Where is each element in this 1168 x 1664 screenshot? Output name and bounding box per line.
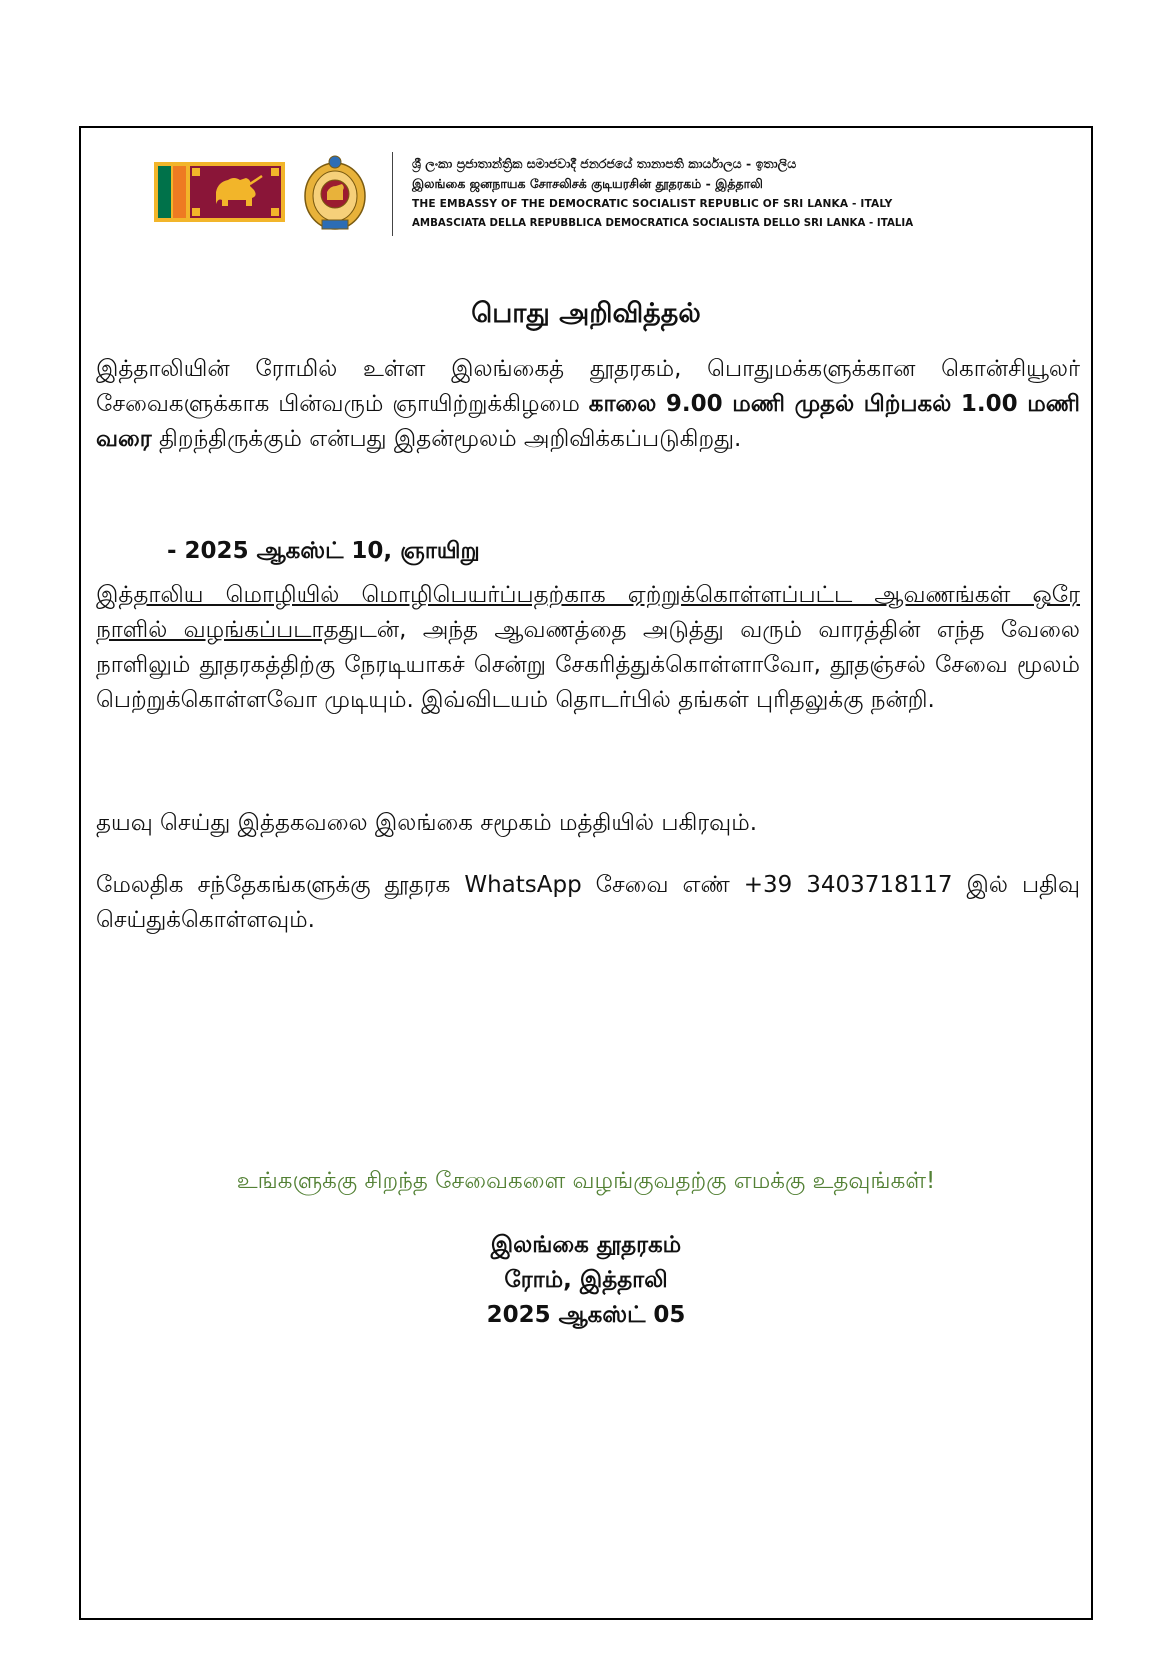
footer-thanks: உங்களுக்கு சிறந்த சேவைகளை வழங்குவதற்கு எமக்கு உதவுங்கள்! — [236, 1168, 936, 1194]
notice-paragraph-whatsapp: மேலதிக சந்தேகங்களுக்கு தூதரக WhatsApp சேவை எண் +39 3403718117 இல் பதிவு செய்துக்கொள்ளவும். — [96, 872, 1080, 933]
signature-location: ரோம், இத்தாலி — [504, 1267, 668, 1293]
signature-embassy: இலங்கை தூதரகம் — [490, 1232, 682, 1258]
notice-paragraph-translations — [96, 578, 1080, 718]
notice-paragraph-share: தயவு செய்து இத்தகவலை இலங்கை சமூகம் மத்தியில் பகிரவும். — [96, 810, 758, 836]
letterhead-sinhala: ශ්‍රී ලංකා ප්‍රජාතාන්ත්‍රික සමාජවාදී ජනරජයේ තානාපති කාර්යාලය - ඉතාලිය — [412, 156, 797, 171]
paragraph-text: திறந்திருக்கும் என்பது இதன்மூலம் அறிவிக்கப்படுகிறது. — [151, 426, 742, 452]
letterhead-tamil: இலங்கை ஜனநாயக சோசலிசக் குடியரசின் தூதரகம் - இத்தாலி — [412, 176, 763, 191]
sri-lanka-emblem-icon — [300, 154, 370, 232]
notice-paragraph-opening-hours — [96, 352, 1080, 457]
letterhead-divider — [392, 152, 393, 236]
letterhead-italian: AMBASCIATA DELLA REPUBBLICA DEMOCRATICA SOCIALISTA DELLO SRI LANKA - ITALIA — [412, 218, 914, 229]
opening-hours-bold: காலை 9.00 மணி முதல் பிற்பகல் 1.00 மணி வரை — [96, 391, 1080, 452]
letterhead-text — [412, 154, 1052, 234]
paragraph-text: இத்தாலியின் ரோமில் உள்ள இலங்கைத் தூதரகம், பொதுமக்களுக்கான கொன்சியூலர் சேவைகளுக்காக பின்வரும் ஞாயிற்றுக்கிழமை — [96, 356, 1080, 417]
underlined-text: இத்தாலிய மொழியில் மொழிபெயர்ப்பதற்காக ஏற்றுக்கொள்ளப்பட்ட ஆவணங்கள் ஒரே நாளில் வழங்கப்படாதது — [96, 582, 1080, 643]
signature-date: 2025 ஆகஸ்ட் 05 — [486, 1302, 686, 1328]
service-date-item: - 2025 ஆகஸ்ட் 10, ஞாயிறு — [167, 538, 480, 564]
paragraph-text: டன், அந்த ஆவணத்தை அடுத்து வரும் வாரத்தின் எந்த வேலை நாளிலும் தூதரகத்திற்கு நேரடியாகச் சென்று சேகரித்துக்கொள்ளாவோ, தூதஞ்சல் சேவை மூலம் பெற்றுக்கொள்ளவோ முடியும். இவ்விடயம் தொடர்பில் தங்கள் புரிதலுக்கு நன்றி. — [96, 617, 1080, 713]
signature-block — [79, 1228, 1093, 1333]
sri-lanka-flag-icon — [154, 162, 285, 222]
notice-title: பொது அறிவித்தல் — [471, 298, 701, 329]
letterhead-english: THE EMBASSY OF THE DEMOCRATIC SOCIALIST REPUBLIC OF SRI LANKA - ITALY — [412, 198, 893, 210]
